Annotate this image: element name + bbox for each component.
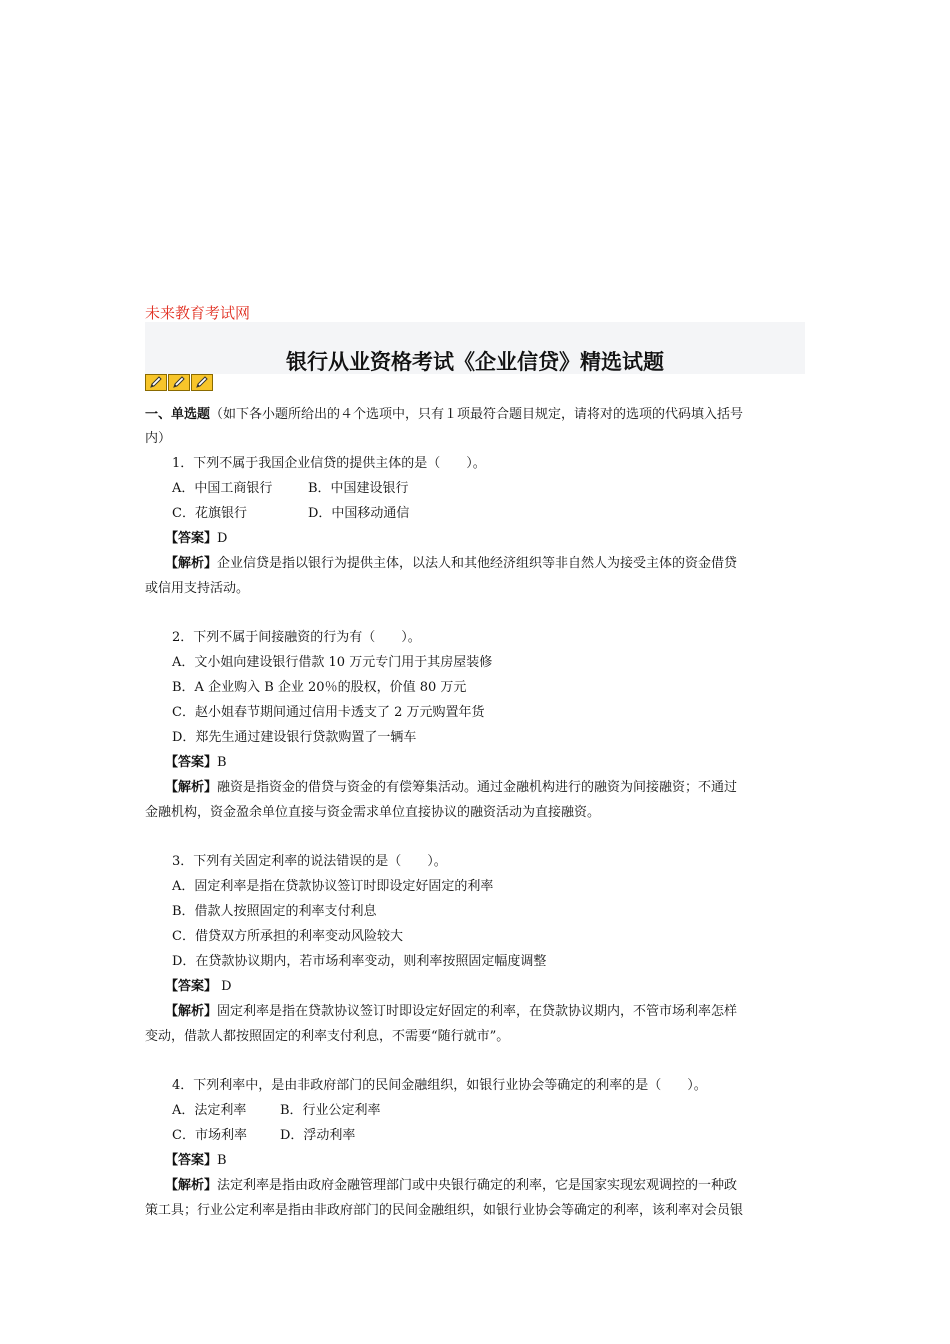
answer-label: 【答案】	[165, 979, 218, 994]
answer-line	[165, 751, 227, 770]
option: B．借款人按照固定的利率支付利息	[172, 904, 377, 919]
option: A．法定利率	[172, 1103, 247, 1118]
analysis-label: 【解析】	[165, 556, 218, 571]
pencil-icon	[191, 374, 213, 391]
pencil-icon	[168, 374, 190, 391]
question-stem: 1．下列不属于我国企业信贷的提供主体的是（ ）。	[172, 456, 486, 471]
analysis-line: 【解析】企业信贷是指以银行为提供主体，以法人和其他经济组织等非自然人为接受主体的资金借贷	[165, 556, 738, 571]
analysis-label: 【解析】	[165, 1004, 218, 1019]
answer-label: 【答案】	[165, 531, 218, 546]
analysis-label: 【解析】	[165, 1178, 218, 1193]
site-name[interactable]: 未来教育考试网	[145, 304, 251, 322]
analysis-line: 【解析】固定利率是指在贷款协议签订时即设定好固定的利率，在贷款协议期内，不管市场利率怎样	[165, 1004, 738, 1019]
option: D．中国移动通信	[308, 506, 410, 521]
answer-line	[165, 1149, 227, 1168]
analysis-line: 【解析】法定利率是指由政府金融管理部门或中央银行确定的利率，它是国家实现宏观调控的一种政	[165, 1178, 738, 1193]
answer-value: D	[217, 979, 232, 994]
answer-line	[165, 975, 232, 994]
answer-value: B	[217, 1153, 227, 1168]
analysis-label: 【解析】	[165, 780, 218, 795]
option: B．行业公定利率	[280, 1103, 381, 1118]
analysis-line-cont: 变动，借款人都按照固定的利率支付利息，不需要“随行就市”。	[145, 1029, 510, 1044]
option: D．郑先生通过建设银行贷款购置了一辆车	[172, 730, 417, 745]
answer-label: 【答案】	[165, 755, 218, 770]
option: B．中国建设银行	[308, 481, 409, 496]
answer-label: 【答案】	[165, 1153, 218, 1168]
analysis-line-cont: 策工具；行业公定利率是指由非政府部门的民间金融组织，如银行业协会等确定的利率，该利率对会员银	[145, 1203, 744, 1218]
option: C．市场利率	[172, 1128, 247, 1143]
section-instruction: 一、单选题（如下各小题所给出的４个选项中，只有１项最符合题目规定，请将对的选项的代码填入括号	[145, 407, 744, 422]
section-instruction-cont: 内）	[145, 431, 172, 446]
question-stem: 4．下列利率中，是由非政府部门的民间金融组织，如银行业协会等确定的利率的是（ ）。	[172, 1078, 707, 1093]
option: D．在贷款协议期内，若市场利率变动，则利率按照固定幅度调整	[172, 954, 547, 969]
option: B．A 企业购入 B 企业 20％的股权，价值 80 万元	[172, 680, 467, 695]
section-heading: 一、单选题	[145, 407, 211, 422]
option: C．借贷双方所承担的利率变动风险较大	[172, 929, 403, 944]
option: A．中国工商银行	[172, 481, 273, 496]
page-title: 银行从业资格考试《企业信贷》精选试题	[286, 350, 664, 374]
option: C．赵小姐春节期间通过信用卡透支了 2 万元购置年货	[172, 705, 485, 720]
option: A．固定利率是指在贷款协议签订时即设定好固定的利率	[172, 879, 494, 894]
option: D．浮动利率	[280, 1128, 356, 1143]
rating-icons	[145, 374, 213, 391]
pencil-icon	[145, 374, 167, 391]
answer-line	[165, 527, 227, 546]
option: A．文小姐向建设银行借款 10 万元专门用于其房屋装修	[172, 655, 493, 670]
option: C．花旗银行	[172, 506, 247, 521]
question-stem: 3．下列有关固定利率的说法错误的是（ ）。	[172, 854, 447, 869]
analysis-line-cont: 金融机构，资金盈余单位直接与资金需求单位直接协议的融资活动为直接融资。	[145, 805, 601, 820]
answer-value: D	[217, 531, 228, 546]
analysis-line-cont: 或信用支持活动。	[145, 581, 250, 596]
answer-value: B	[217, 755, 227, 770]
analysis-line: 【解析】融资是指资金的借贷与资金的有偿筹集活动。通过金融机构进行的融资为间接融资；不通过	[165, 780, 738, 795]
question-stem: 2．下列不属于间接融资的行为有（ ）。	[172, 630, 421, 645]
